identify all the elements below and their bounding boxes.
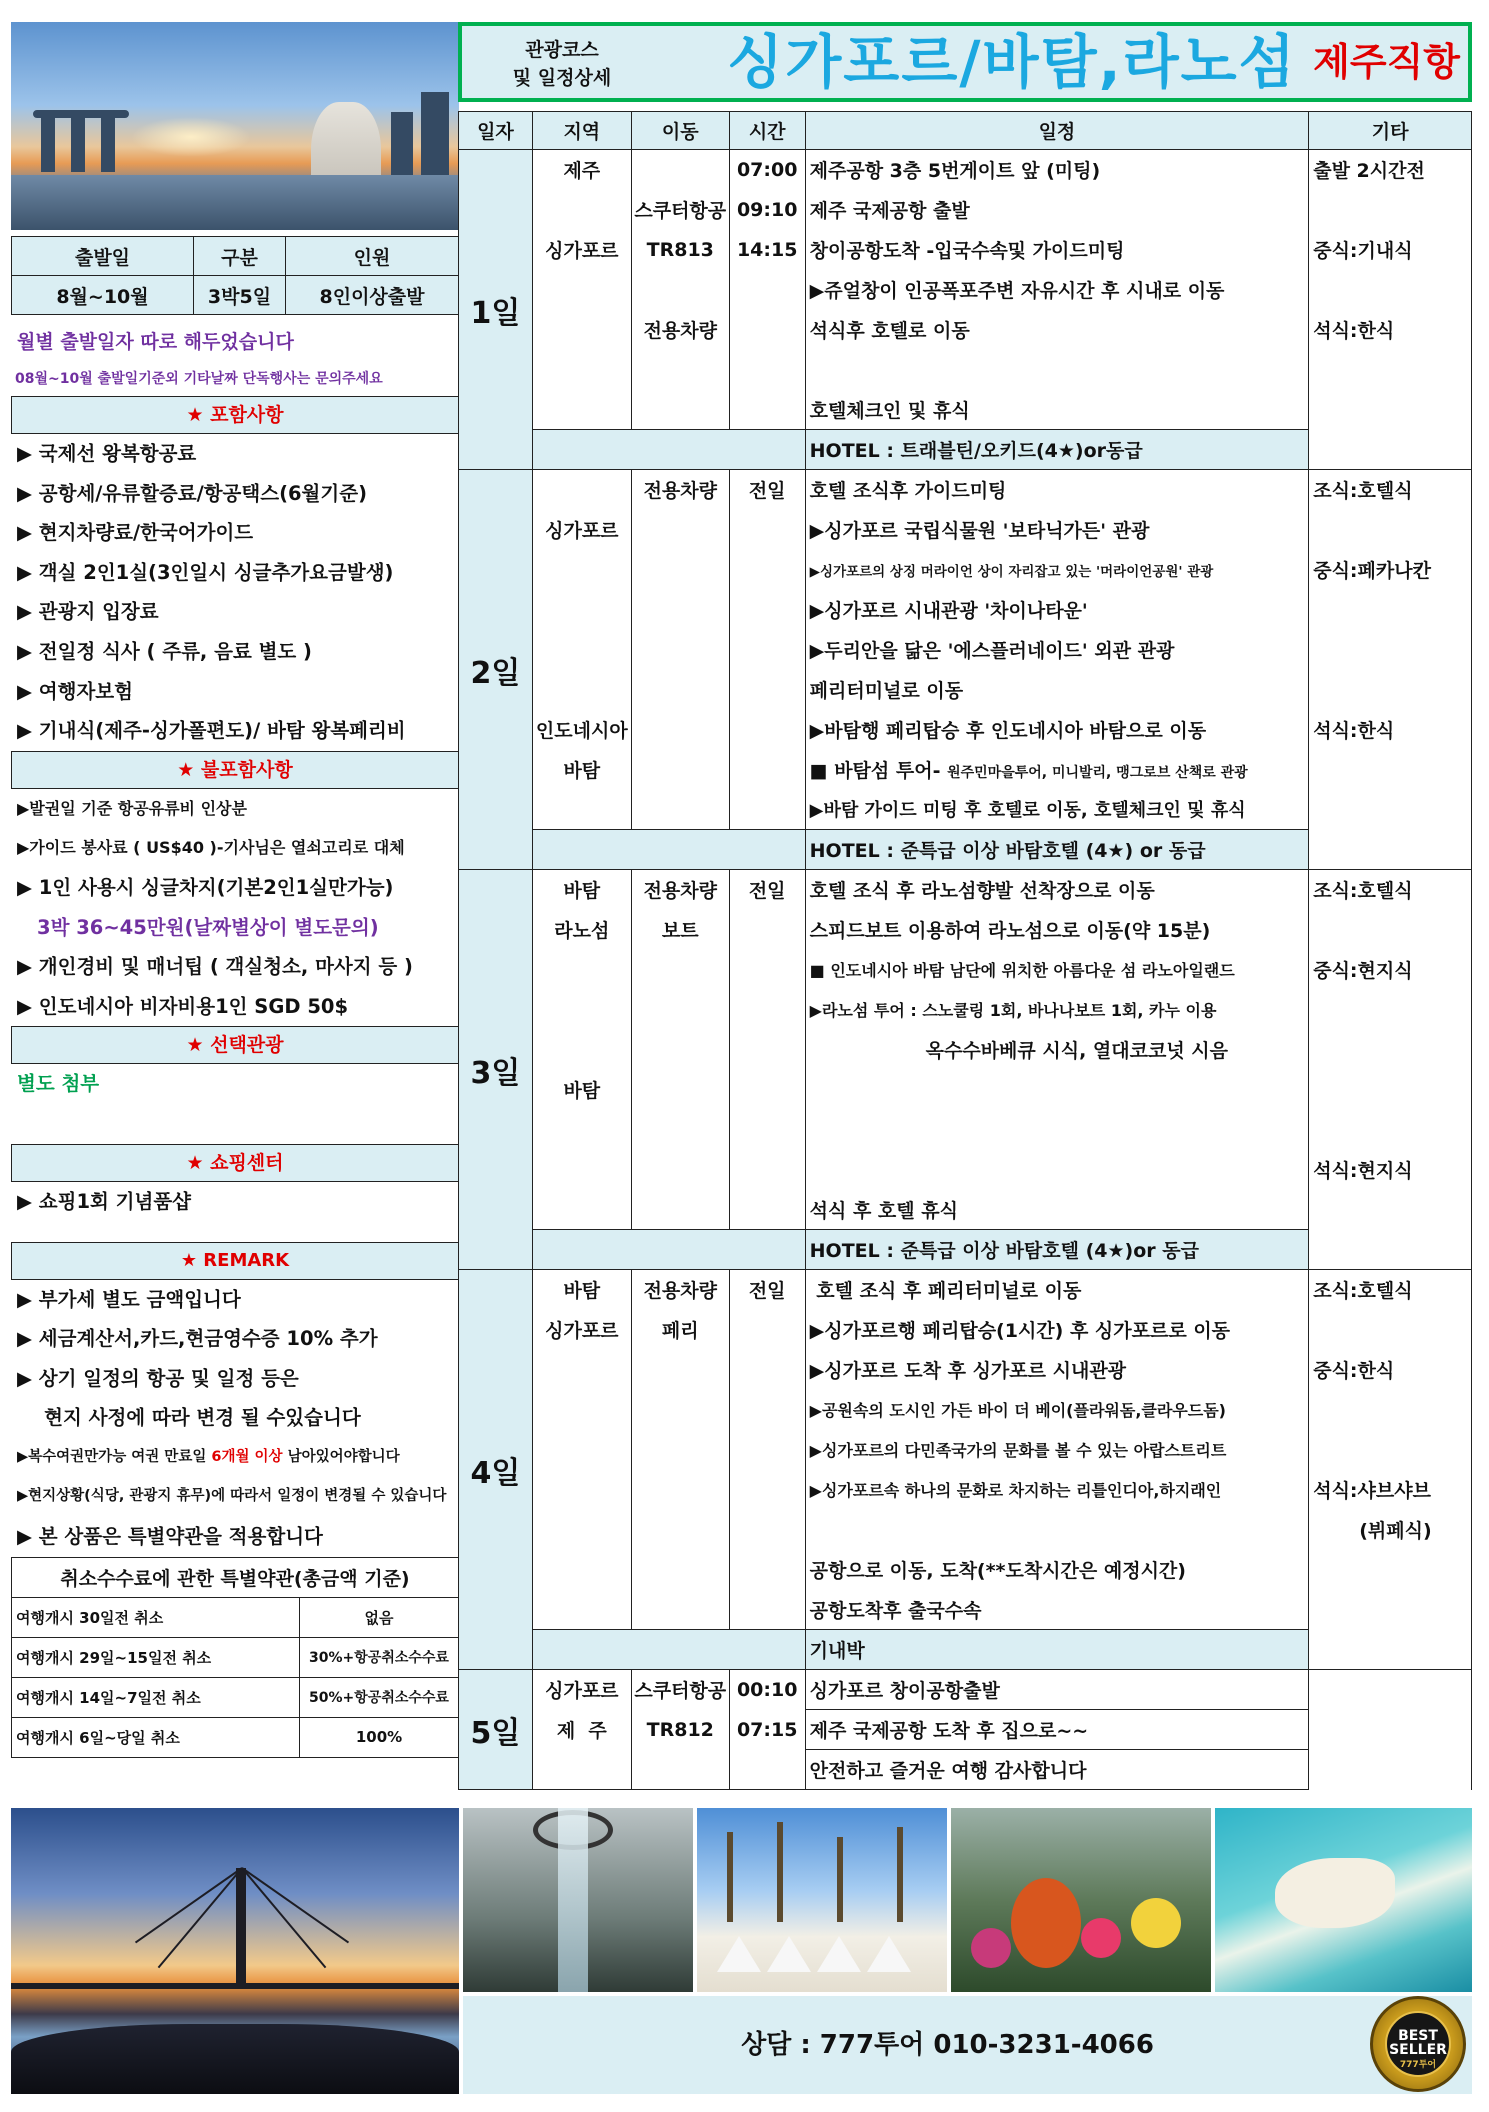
table-row: 공항으로 이동, 도착(**도착시간은 예정시간) [459, 1550, 1472, 1590]
col-region: 지역 [532, 112, 631, 150]
remark-heading: ★ REMARK [11, 1242, 459, 1280]
table-row: 스쿠터항공 09:10 제주 국제공항 출발 [459, 190, 1472, 230]
passport-highlight: 6개월 이상 [211, 1448, 283, 1465]
list-item: ▶ 국제선 왕복항공료 [17, 442, 197, 465]
table-row: 여행개시 30일전 취소 없음 [12, 1597, 459, 1637]
cancellation-table [11, 1557, 459, 1758]
list-item: ▶ 기내식(제주-싱가폴편도)/ 바탐 왕복페리비 [17, 719, 406, 743]
table-row: 석식 후 호텔 휴식 [459, 1190, 1472, 1230]
excluded-list [11, 789, 459, 1027]
list-item: ▶ 본 상품은 특별약관을 적용합니다 [17, 1525, 323, 1549]
badge-title: BEST SELLER [1389, 2028, 1447, 2058]
table-row: ▶바탐 가이드 미팅 후 호텔로 이동, 호텔체크인 및 휴식 [459, 790, 1472, 830]
table-row: 옥수수바베큐 시식, 열대코코넛 시음 [459, 1030, 1472, 1070]
list-item: ▶ 객실 2인1실(3인일시 싱글추가요금발생) [17, 560, 394, 584]
table-row: 바탐 ■ 바탐섬 투어- 원주민마을투어, 미니발리, 맹그로브 산책로 관광 [459, 750, 1472, 790]
table-row: 호텔체크인 및 휴식 [459, 390, 1472, 430]
day-label: 5일 [459, 1670, 533, 1790]
list-item: ▶ 부가세 별도 금액입니다 [17, 1287, 241, 1311]
table-row: 1일 제주 07:00 제주공항 3층 5번게이트 앞 (미팅) 출발 2시간전 [459, 150, 1472, 190]
included-heading: ★ 포함사항 [11, 396, 459, 434]
table-row: ▶두리안을 닮은 '에스플러네이드' 외관 관광 [459, 630, 1472, 670]
tour-info-table [11, 236, 459, 315]
col-time: 시간 [729, 112, 805, 150]
jewel-waterfall-photo [463, 1808, 693, 1992]
table-row: ■ 인도네시아 바탐 남단에 위치한 아름다운 섬 라노아일랜드 중식:현지식 [459, 950, 1472, 990]
header-departure: 출발일 [12, 237, 194, 276]
table-row: ▶싱가포르 시내관광 '차이나타운' [459, 590, 1472, 630]
col-day: 일자 [459, 112, 533, 150]
best-seller-badge [1370, 1996, 1466, 2092]
shopping-text: ▶ 쇼핑1회 기념품샵 [17, 1189, 192, 1213]
list-item: ▶ 현지차량료/한국어가이드 [17, 521, 254, 545]
list-item: 현지 사정에 따라 변경 될 수있습니다 [17, 1406, 361, 1430]
list-item: ▶ 세금계산서,카드,현금영수증 10% 추가 [17, 1327, 378, 1351]
table-row: ▶쥬얼창이 인공폭포주변 자유시간 후 시내로 이동 [459, 270, 1472, 310]
table-row: ▶싱가포르의 다민족국가의 문화를 볼 수 있는 아랍스트리트 [459, 1430, 1472, 1470]
table-row: 싱가포르 TR813 14:15 창이공항도착 -입국수속및 가이드미팅 중식:기내식 [459, 230, 1472, 270]
list-item: ▶ 관광지 입장료 [17, 600, 159, 624]
list-item: 3박 36~45만원(날짜별상이 별도문의) [37, 915, 379, 939]
table-row: ▶싱가포르속 하나의 문화로 차지하는 리틀인디아,하지래인 석식:샤브샤브 [459, 1470, 1472, 1510]
table-row [459, 350, 1472, 390]
monthly-note: 월별 출발일자 따로 해두었습니다 [17, 331, 294, 353]
list-item: ▶ 전일정 식사 ( 주류, 음료 별도 ) [17, 639, 312, 663]
table-row: 2일 전용차량 전일 호텔 조식후 가이드미팅 조식:호텔식 [459, 470, 1472, 510]
optional-text: 별도 첨부 [17, 1072, 100, 1096]
table-row [459, 1110, 1472, 1150]
table-row: ▶공원속의 도시인 가든 바이 더 베이(플라워돔,클라우드돔) [459, 1390, 1472, 1430]
list-item: ▶ 여행자보험 [17, 679, 133, 703]
singapore-skyline-photo [11, 22, 459, 230]
page-title: 싱가포르/바탐,라노섬 [727, 28, 1297, 96]
list-item: ▶ 개인경비 및 매너팁 ( 객실청소, 마사지 등 ) [17, 955, 413, 979]
cancellation-heading: 취소수수료에 관한 특별약관(총금액 기준) [12, 1557, 459, 1597]
list-item: ▶현지상황(식당, 관광지 휴무)에 따라서 일정이 변경될 수 있습니다 [17, 1488, 447, 1505]
table-row: 싱가포르 ▶싱가포르 국립식물원 '보타닉가든' 관광 [459, 510, 1472, 550]
badge-brand: 777투어 [1399, 2060, 1437, 2070]
table-row: 라노섬 보트 스피드보트 이용하여 라노섬으로 이동(약 15분) [459, 910, 1472, 950]
list-item: ▶ 공항세/유류할증료/항공택스(6월기준) [17, 481, 367, 505]
list-item: ▶발권일 기준 항공유류비 인상분 [17, 798, 247, 818]
value-departure: 8월~10월 [12, 276, 194, 315]
list-item: ▶ 상기 일정의 항공 및 일정 등은 [17, 1366, 299, 1390]
left-column [11, 22, 459, 1758]
table-row: 여행개시 14일~7일전 취소 50%+항공취소수수료 [12, 1677, 459, 1717]
table-row [459, 430, 1472, 470]
header-type: 구분 [194, 237, 286, 276]
table-row [459, 1230, 1472, 1270]
island-aerial-photo [1215, 1808, 1472, 1992]
table-row: 바탐 [459, 1070, 1472, 1110]
title-banner [458, 22, 1472, 102]
value-people: 8인이상출발 [286, 276, 459, 315]
table-row: 3일 바탐 전용차량 전일 호텔 조식 후 라노섬향발 선착장으로 이동 조식:호텔식 [459, 870, 1472, 910]
table-row: 4일 바탐 전용차량 전일 호텔 조식 후 페리터미널로 이동 조식:호텔식 [459, 1270, 1472, 1310]
table-row: 전용차량 석식후 호텔로 이동 석식:한식 [459, 310, 1472, 350]
shopping-heading: ★ 쇼핑센터 [11, 1144, 459, 1182]
col-move: 이동 [631, 112, 729, 150]
list-item: ▶ 인도네시아 비자비용1인 SGD 50$ [17, 994, 349, 1018]
table-row: ▶싱가포르 도착 후 싱가포르 시내관광 중식:한식 [459, 1350, 1472, 1390]
hotel-info: HOTEL : 준특급 이상 바탐호텔 (4★) or 동급 [805, 830, 1309, 870]
day-label: 3일 [459, 870, 533, 1270]
table-row: 페리터미널로 이동 [459, 670, 1472, 710]
table-row: 제 주 TR812 07:15 제주 국제공항 도착 후 집으로~~ [459, 1710, 1472, 1750]
beach-tents-photo [697, 1808, 947, 1992]
day-label: 1일 [459, 150, 533, 470]
table-row: ▶싱가포르의 상징 머라이언 상이 자리잡고 있는 '머라이언공원' 관광 중식:페카나칸 [459, 550, 1472, 590]
hotel-info: 기내박 [805, 1630, 1309, 1670]
title-label: 관광코스 및 일정상세 [512, 39, 612, 89]
itinerary-table [458, 111, 1472, 1790]
table-row: 여행개시 6일~당일 취소 100% [12, 1717, 459, 1757]
contact-info: 상담 : 777투어 010-3231-4066 [741, 2030, 1154, 2060]
inquiry-note: 08월~10월 출발일기준외 기타날짜 단독행사는 문의주세요 [15, 371, 383, 387]
header-people: 인원 [286, 237, 459, 276]
table-row: ▶라노섬 투어 : 스노쿨링 1회, 바나나보트 1회, 카누 이용 [459, 990, 1472, 1030]
table-row: 인도네시아 ▶바탐행 페리탑승 후 인도네시아 바탐으로 이동 석식:한식 [459, 710, 1472, 750]
table-row [459, 830, 1472, 870]
col-etc: 기타 [1309, 112, 1472, 150]
included-list [11, 434, 459, 751]
table-row: 공항도착후 출국수속 [459, 1590, 1472, 1630]
table-header-row [459, 112, 1472, 150]
table-row [459, 1630, 1472, 1670]
contact-bar [463, 1996, 1472, 2094]
table-row: 안전하고 즐거운 여행 감사합니다 [459, 1750, 1472, 1790]
optional-heading: ★ 선택관광 [11, 1026, 459, 1064]
list-item: ▶가이드 봉사료 ( US$40 )-기사님은 열쇠고리로 대체 [17, 838, 405, 858]
col-plan: 일정 [805, 112, 1309, 150]
list-item: ▶복수여권만가능 여권 만료일 6개월 이상 남아있어야합니다 [17, 1448, 400, 1465]
table-row: 싱가포르 페리 ▶싱가포르행 페리탑승(1시간) 후 싱가포르로 이동 [459, 1310, 1472, 1350]
list-item: ▶ 1인 사용시 싱글차지(기본2인1실만가능) [17, 875, 394, 899]
table-row: 석식:현지식 [459, 1150, 1472, 1190]
table-row: (뷔페식) [459, 1510, 1472, 1550]
excluded-heading: ★ 불포함사항 [11, 751, 459, 789]
flower-dome-photo [951, 1808, 1211, 1992]
hotel-info: HOTEL : 준특급 이상 바탐호텔 (4★)or 동급 [805, 1230, 1309, 1270]
remark-list [11, 1280, 459, 1557]
day-label: 2일 [459, 470, 533, 870]
hotel-info: HOTEL : 트래블틴/오키드(4★)or동급 [805, 430, 1309, 470]
day-label: 4일 [459, 1270, 533, 1670]
table-row: 여행개시 29일~15일전 취소 30%+항공취소수수료 [12, 1637, 459, 1677]
departure-label: 제주직항 [1313, 40, 1460, 84]
table-row: 5일 싱가포르 스쿠터항공 00:10 싱가포르 창이공항출발 [459, 1670, 1472, 1710]
bridge-sunset-photo [11, 1808, 459, 2094]
value-type: 3박5일 [194, 276, 286, 315]
